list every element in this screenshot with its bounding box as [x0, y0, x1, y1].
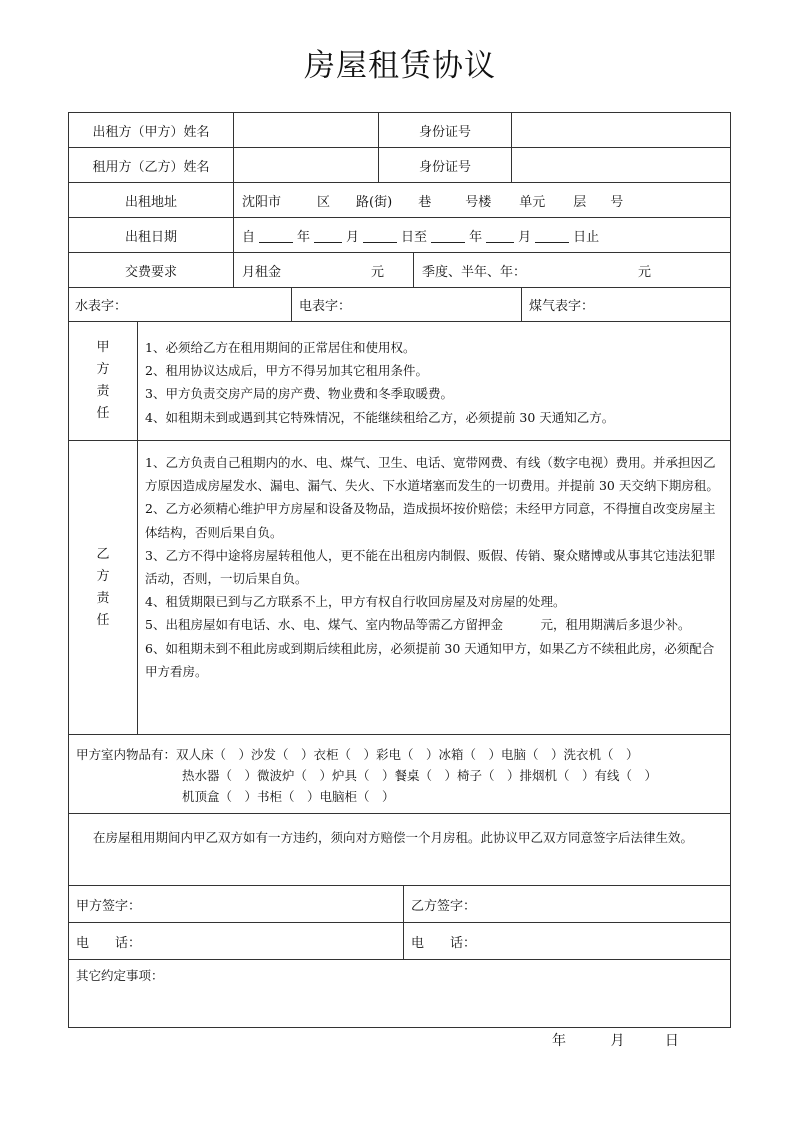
party-b-char-3: 责	[96, 590, 110, 606]
date-day-to: 日至	[401, 229, 428, 245]
furnishings-items-1[interactable]: 双人床（ ）沙发（ ）衣柜（ ）彩电（ ）冰箱（ ）电脑（ ）洗衣机（ ）	[176, 747, 639, 762]
blank-year-start[interactable]	[259, 228, 293, 243]
landlord-id-label: 身份证号	[378, 113, 511, 147]
party-a-duties-text	[139, 322, 730, 440]
electric-meter-label: 电表字：	[299, 299, 352, 314]
row-party-a-duties	[69, 322, 730, 441]
electric-meter-field[interactable]	[291, 288, 521, 321]
row-date	[69, 218, 730, 253]
row-landlord	[69, 113, 730, 148]
tenant-id-field[interactable]	[511, 148, 730, 182]
water-meter-label: 水表字：	[75, 299, 128, 314]
row-phones	[69, 923, 730, 960]
row-other-terms[interactable]	[69, 960, 730, 1027]
party-b-sign-field[interactable]	[403, 886, 730, 922]
party-a-char-1: 甲	[96, 340, 110, 355]
page-title: 房屋租赁协议	[304, 48, 496, 84]
address-unit: 单元	[519, 194, 546, 210]
date-year-2: 年	[469, 229, 483, 245]
row-furnishings	[69, 735, 730, 814]
footer-date	[552, 1030, 679, 1050]
party-a-sign-field[interactable]	[69, 886, 403, 922]
landlord-name-field[interactable]	[233, 113, 378, 147]
furnishings-items-3[interactable]: 机顶盒（ ）书柜（ ）电脑柜（ ）	[182, 789, 395, 804]
landlord-name-label: 出租方（甲方）姓名	[92, 124, 210, 140]
blank-day-end[interactable]	[535, 228, 569, 243]
row-breach-clause	[69, 814, 730, 886]
tenant-name-label: 租用方（乙方）姓名	[92, 159, 210, 175]
party-b-phone-label: 电 话：	[411, 935, 477, 951]
footer-day: 日	[664, 1033, 679, 1049]
row-party-b-duties	[69, 441, 730, 735]
address-city: 沈阳市	[242, 194, 282, 210]
row-address	[69, 183, 730, 218]
monthly-rent-label: 月租金	[242, 264, 282, 280]
party-a-char-2: 方	[96, 362, 110, 377]
address-road: 路(街)	[356, 194, 393, 210]
furnishings-list	[76, 744, 657, 807]
tenant-id-label: 身份证号	[378, 148, 511, 182]
other-terms-label: 其它约定事项：	[76, 968, 164, 983]
date-year-1: 年	[297, 229, 311, 245]
date-month-1: 月	[346, 229, 360, 245]
row-tenant	[69, 148, 730, 183]
party-a-char-4: 任	[96, 406, 110, 421]
tenant-name-field[interactable]	[233, 148, 378, 182]
address-floor: 层	[573, 194, 587, 210]
payment-label: 交费要求	[124, 264, 177, 280]
agreement-table	[68, 112, 731, 1028]
period-rent-field[interactable]	[413, 253, 730, 287]
footer-month: 月	[610, 1033, 625, 1049]
party-b-item: 3、乙方不得中途将房屋转租他人，更不能在出租房内制假、贩假、传销、聚众赌博或从事其它违法犯罪活动，否则，一切后果自负。	[145, 547, 716, 587]
yuan-unit-1: 元	[371, 264, 385, 280]
party-b-char-2: 方	[96, 568, 110, 584]
party-a-item: 4、如租期未到或遇到其它特殊情况，不能继续租给乙方，必须提前 30 天通知乙方。	[145, 409, 615, 425]
row-meters	[69, 288, 730, 322]
address-label: 出租地址	[124, 194, 177, 210]
landlord-id-field[interactable]	[511, 113, 730, 147]
address-number: 号	[610, 194, 624, 210]
party-b-sign-label: 乙方签字：	[411, 898, 477, 914]
party-b-item: 4、租赁期限已到与乙方联系不上，甲方有权自行收回房屋及对房屋的处理。	[145, 594, 566, 610]
address-field[interactable]	[233, 183, 730, 217]
address-building: 号楼	[465, 194, 492, 210]
blank-day-start[interactable]	[363, 228, 397, 243]
party-b-item: 2、乙方必须精心维护甲方房屋和设备及物品，造成损坏按价赔偿；未经甲方同意，不得擅自改变房屋主体结构，否则后果自负。	[145, 501, 716, 540]
date-day-end: 日止	[573, 229, 600, 245]
blank-month-end[interactable]	[486, 228, 514, 243]
row-signatures	[69, 886, 730, 923]
party-a-duties-label	[69, 322, 138, 440]
party-a-sign-label: 甲方签字：	[76, 898, 142, 914]
party-a-item: 3、甲方负责交房产局的房产费、物业费和冬季取暖费。	[145, 386, 453, 402]
breach-clause-text: 在房屋租用期间内甲乙双方如有一方违约，须向对方赔偿一个月房租。此协议甲乙双方同意签字后法律生效。	[93, 830, 694, 845]
party-b-char-1: 乙	[96, 546, 110, 562]
party-b-duties-text	[139, 441, 730, 734]
party-b-phone-field[interactable]	[403, 923, 730, 959]
monthly-rent-field[interactable]	[233, 253, 413, 287]
furnishings-line-1	[76, 744, 657, 765]
gas-meter-label: 煤气表字：	[529, 299, 595, 314]
party-b-item: 5、出租房屋如有电话、水、电、煤气、室内物品等需乙方留押金 元，租用期满后多退少补。	[145, 617, 691, 633]
date-field[interactable]	[233, 218, 730, 252]
party-a-item: 1、必须给乙方在租用期间的正常居住和使用权。	[145, 340, 416, 355]
date-label: 出租日期	[124, 229, 177, 245]
party-b-item: 6、如租期未到不租此房或到期后续租此房，必须提前 30 天通知甲方，如果乙方不续租此房，必须配合甲方看房。	[145, 640, 715, 679]
blank-year-end[interactable]	[431, 228, 465, 243]
furnishings-label: 甲方室内物品有：	[76, 747, 177, 762]
party-a-phone-field[interactable]	[69, 923, 403, 959]
party-b-item: 1、乙方负责自己租期内的水、电、煤气、卫生、电话、宽带网费、有线（数字电视）费用。并承担因乙方原因造成房屋发水、漏电、漏气、失火、下水道堵塞而发生的一切费用。并提前 30 天交纳下期房租。	[145, 455, 719, 494]
date-month-2: 月	[518, 229, 532, 245]
footer-year: 年	[552, 1033, 566, 1049]
party-b-char-4: 任	[96, 612, 110, 628]
row-payment	[69, 253, 730, 288]
water-meter-field[interactable]	[69, 288, 291, 321]
blank-month-start[interactable]	[314, 228, 342, 243]
party-a-item: 2、租用协议达成后，甲方不得另加其它租用条件。	[145, 363, 428, 379]
party-a-phone-label: 电 话：	[76, 935, 142, 951]
yuan-unit-2: 元	[638, 264, 652, 280]
address-district: 区	[317, 194, 331, 210]
party-a-char-3: 责	[96, 384, 110, 399]
date-from: 自	[242, 229, 256, 245]
party-b-duties-label	[69, 441, 138, 734]
address-lane: 巷	[418, 194, 432, 210]
gas-meter-field[interactable]	[521, 288, 730, 321]
period-label: 季度、半年、年：	[422, 264, 527, 280]
furnishings-items-2[interactable]: 热水器（ ）微波炉（ ）炉具（ ）餐桌（ ）椅子（ ）排烟机（ ）有线（ ）	[182, 768, 658, 783]
